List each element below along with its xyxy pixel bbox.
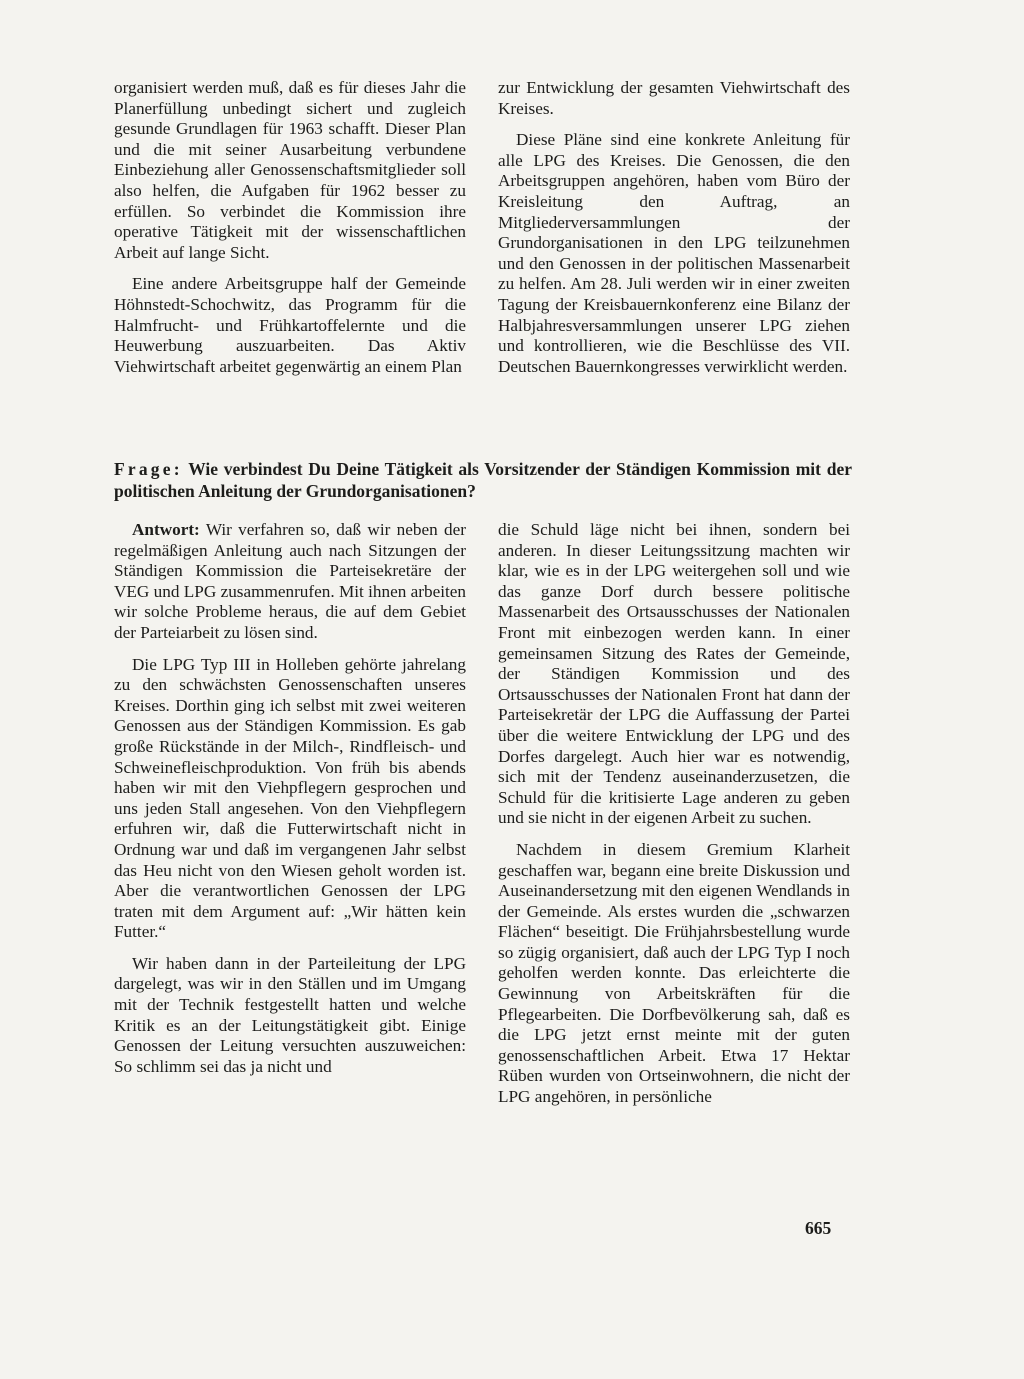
paragraph: Wir haben dann in der Parteileitung der LPG dargelegt, was wir in den Ställen und im Umgang mit der Technik festgestellt hatten und welche Kritik es an der Leitungstätigkeit gibt. Einige Genossen der Leitung versuchten auszuweichen: So schlimm sei das ja nicht und	[114, 953, 466, 1076]
paragraph: Die LPG Typ III in Holleben gehörte jahrelang zu den schwächsten Genossenschaften unseres Kreises. Dorthin ging ich selbst mit zwei weiteren Genossen aus der Ständigen Kommission. Es gab große Rückstände in der Milch-, Rindfleisch- und Schweinefleischproduktion. Von früh bis abends haben wir mit den Viehpflegern gesprochen und uns jeden Stall angesehen. Von den Viehpflegern erfuhren wir, daß die Futterwirtschaft nicht in Ordnung war und daß im vergangenen Jahr selbst das Heu nicht von den Wiesen geholt worden ist. Aber die verantwortlichen Genossen der LPG traten mit dem Argument auf: „Wir hätten kein Futter.“	[114, 654, 466, 942]
paragraph: Nachdem in diesem Gremium Klarheit geschaffen war, begann eine breite Diskussion und Auseinandersetzung mit den eigenen Wendlands in der Gemeinde. Als erstes wurden die „schwarzen Flächen“ beseitigt. Die Frühjahrsbestellung wurde so zügig organisiert, daß auch der LPG Typ I noch geholfen werden konnte. Das erleichterte die Gewinnung von Arbeitskräften für die Pflegearbeiten. Die Dorfbevölkerung sah, daß es die LPG jetzt ernst meinte mit der guten genossenschaftlichen Arbeit. Etwa 17 Hektar Rüben wurden von Ortseinwohnern, die nicht der LPG angehören, in persönliche	[498, 839, 850, 1107]
paragraph: Diese Pläne sind eine konkrete Anleitung für alle LPG des Kreises. Die Genossen, die den Arbeitsgruppen angehören, haben vom Büro der Kreisleitung den Auftrag, an Mitgliederversammlungen der Grundorganisationen in den LPG teilzunehmen und den Genossen in der politischen Massenarbeit zu helfen. Am 28. Juli werden wir in einer zweiten Tagung der Kreisbauernkonferenz eine Bilanz der Halbjahresversammlungen unserer LPG ziehen und kontrollieren, wie die Beschlüsse des VII. Deutschen Bauernkongresses verwirklicht werden.	[498, 130, 850, 376]
page-number: 665	[805, 1218, 832, 1238]
paragraph: Eine andere Arbeitsgruppe half der Gemeinde Höhnstedt-Schochwitz, das Programm für die Halmfrucht- und Frühkartoffelernte und die Heuwerbung auszuarbeiten. Das Aktiv Viehwirtschaft arbeitet gegenwärtig an einem Plan	[114, 274, 466, 376]
top-right-column	[498, 78, 850, 377]
answer-paragraph	[114, 520, 466, 644]
answer-label: Antwort:	[132, 520, 200, 539]
question-text: Wie verbindest Du Deine Tätigkeit als Vorsitzender der Ständigen Kommission mit der politischen Anleitung der Grundorganisationen?	[114, 459, 852, 501]
paragraph: die Schuld läge nicht bei ihnen, sondern bei anderen. In dieser Leitungssitzung machten wir klar, wie es in der LPG weitergehen soll und wie das ganze Dorf durch bessere politische Massenarbeit des Ortsausschusses der Nationalen Front mit einbezogen werden kann. In einer gemeinsamen Sitzung des Rates der Gemeinde, der Ständigen Kommission und des Ortsausschusses der Nationalen Front hat dann der Parteisekretär der LPG die Auffassung der Partei über die weitere Entwicklung der LPG und des Dorfes dargelegt. Auch hier war es notwendig, sich mit der Tendenz auseinanderzusetzen, die Schuld für die kritisierte Lage anderen zu geben und sie nicht in der eigenen Arbeit zu suchen.	[498, 520, 850, 828]
answer-text: Wir verfahren so, daß wir neben der regelmäßigen Anleitung auch nach Sitzungen der Ständigen Kommission die Parteisekretäre der VEG und LPG zusammenrufen. Mit ihnen arbeiten wir solche Probleme heraus, die auf dem Gebiet der Parteiarbeit zu lösen sind.	[114, 520, 466, 642]
question-label: Frage:	[114, 459, 183, 479]
bottom-left-column	[114, 520, 466, 1077]
paragraph: organisiert werden muß, daß es für dieses Jahr die Planerfüllung unbedingt sichert und zugleich gesunde Grundlagen für 1963 schafft. Dieser Plan und die mit seiner Ausarbeitung verbundene Einbeziehung aller Genossenschaftsmitglieder soll also helfen, die Aufgaben für 1962 besser zu erfüllen. So verbindet die Kommission ihre operative Tätigkeit mit der wissenschaftlichen Arbeit auf lange Sicht.	[114, 78, 466, 262]
bottom-right-column	[498, 520, 850, 1108]
paragraph: zur Entwicklung der gesamten Viehwirtschaft des Kreises.	[498, 78, 850, 118]
interview-question	[114, 458, 852, 502]
top-left-column	[114, 78, 466, 377]
